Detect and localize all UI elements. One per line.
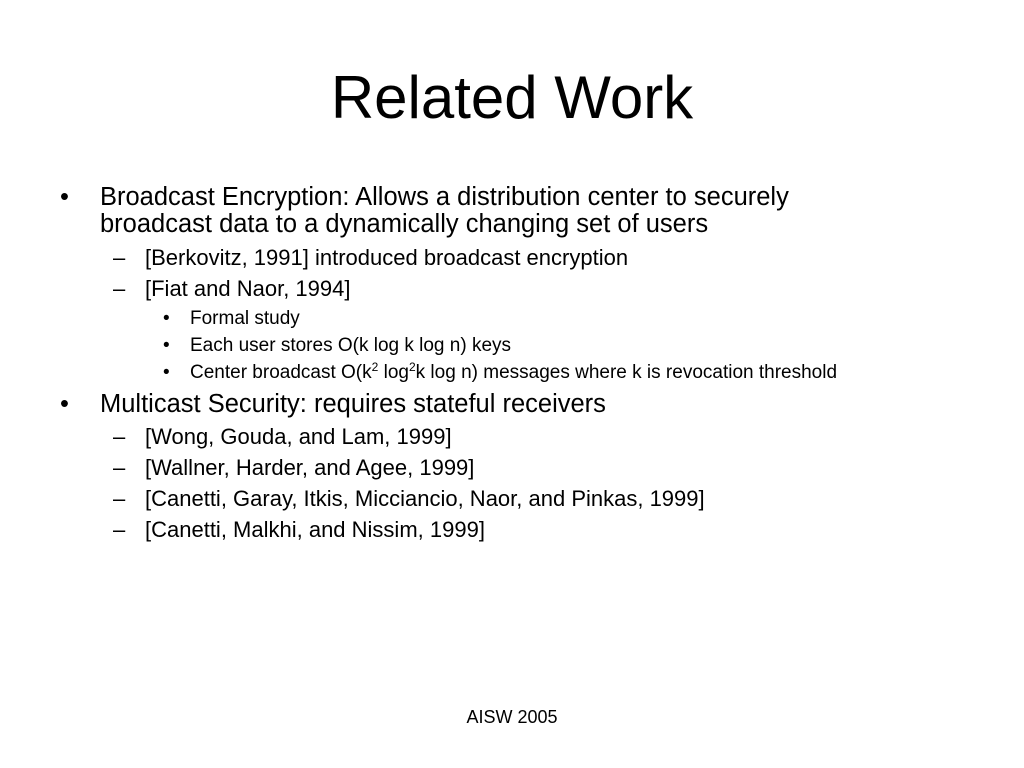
sub-bullet-canetti-malkhi xyxy=(0,517,1024,543)
sub-bullet-text: [Fiat and Naor, 1994] xyxy=(145,276,351,301)
sub-sub-bullet-center-broadcast xyxy=(0,362,1024,383)
bullet-icon: • xyxy=(163,362,170,383)
sub-bullet-wong xyxy=(0,424,1024,450)
sub-bullet-fiat-naor xyxy=(0,276,1024,302)
bullet-icon: • xyxy=(163,335,170,356)
dash-icon: – xyxy=(113,486,126,511)
bullet-icon: • xyxy=(163,308,170,329)
sub-sub-bullet-user-keys xyxy=(0,335,1024,356)
superscript: 2 xyxy=(408,360,416,374)
bullet-broadcast-encryption xyxy=(0,184,1024,238)
superscript: 2 xyxy=(371,360,379,374)
bullet-multicast-security xyxy=(0,391,1024,418)
sub-bullet-text: [Berkovitz, 1991] introduced broadcast encryption xyxy=(145,245,629,270)
sub-sub-bullet-text: Formal study xyxy=(190,308,300,329)
bullet-text: Broadcast Encryption: Allows a distribution center to securely broadcast data to a dynamically changing set of users xyxy=(100,183,789,238)
dash-icon: – xyxy=(113,455,126,480)
text-part: log xyxy=(378,362,409,383)
bullet-icon: • xyxy=(60,183,69,211)
sub-bullet-canetti-garay xyxy=(0,486,1024,512)
dash-icon: – xyxy=(113,517,126,542)
sub-bullet-berkovitz xyxy=(0,245,1024,271)
sub-bullet-text: [Canetti, Malkhi, and Nissim, 1999] xyxy=(145,517,485,542)
sub-sub-bullet-text: Each user stores O(k log k log n) keys xyxy=(190,335,512,356)
sub-bullet-text: [Wallner, Harder, and Agee, 1999] xyxy=(145,455,475,480)
bullet-text: Multicast Security: requires stateful receivers xyxy=(100,390,606,418)
sub-sub-bullet-formal-study xyxy=(0,308,1024,329)
slide-body xyxy=(0,180,1024,543)
slide-title: Related Work xyxy=(330,64,694,131)
dash-icon: – xyxy=(113,276,126,301)
text-part: Center broadcast O(k xyxy=(190,362,372,383)
dash-icon: – xyxy=(113,424,126,449)
sub-bullet-text: [Canetti, Garay, Itkis, Micciancio, Naor, and Pinkas, 1999] xyxy=(145,486,705,511)
sub-sub-bullet-text xyxy=(190,362,837,383)
bullet-icon: • xyxy=(60,390,69,418)
text-part: k log n) messages where k is revocation threshold xyxy=(415,362,838,383)
sub-bullet-text: [Wong, Gouda, and Lam, 1999] xyxy=(145,424,452,449)
sub-bullet-wallner xyxy=(0,455,1024,481)
dash-icon: – xyxy=(113,245,126,270)
slide-footer: AISW 2005 xyxy=(466,707,558,727)
